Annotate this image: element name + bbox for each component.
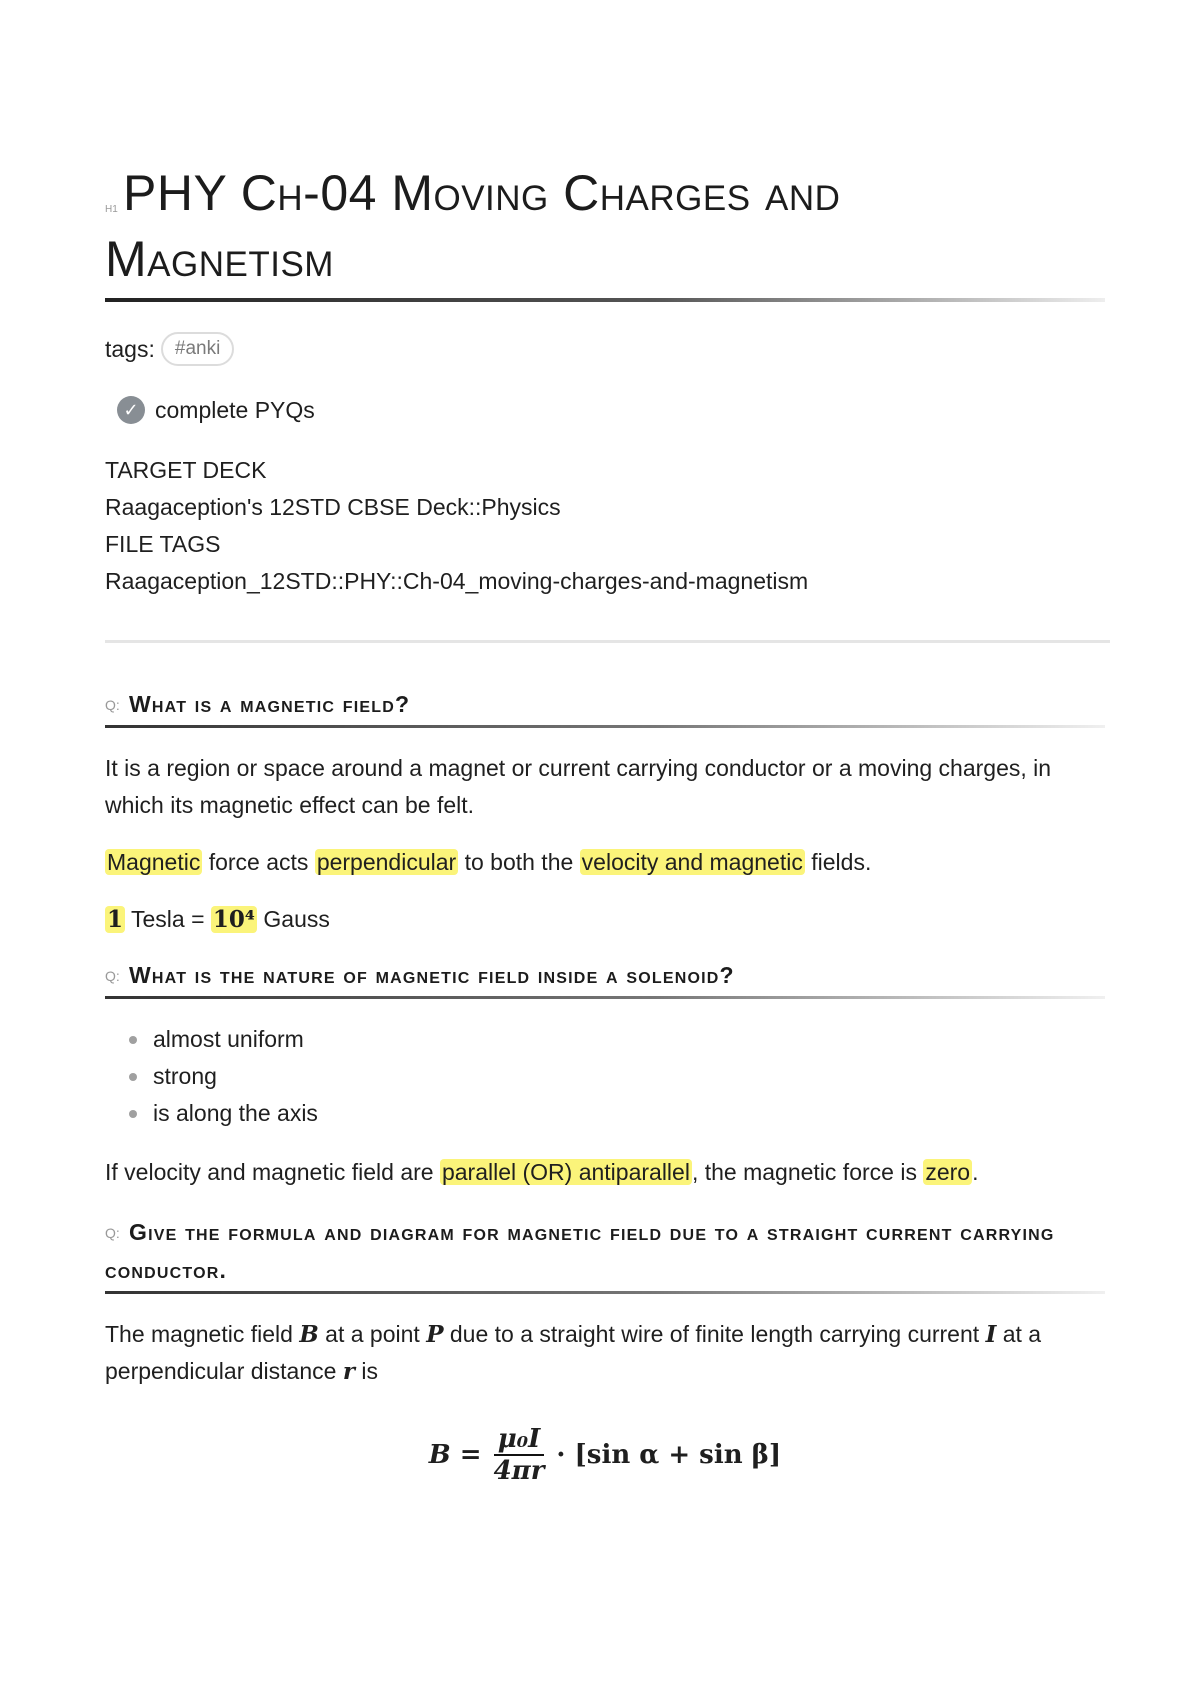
- text: If velocity and magnetic field are: [105, 1159, 440, 1185]
- question-underline: [105, 996, 1105, 999]
- parallel-paragraph: [105, 1154, 1105, 1191]
- text: at a perpendicular distance: [105, 1321, 1042, 1384]
- list-item: is along the axis: [153, 1095, 1105, 1132]
- question-title: What is a magnetic field?: [129, 691, 411, 717]
- heading-level-tag: H1: [105, 204, 118, 215]
- target-deck-value: Raagaception's 12STD CBSE Deck::Physics: [105, 494, 561, 520]
- text: , the magnetic force is: [691, 1159, 924, 1185]
- tags-row: [105, 332, 1105, 366]
- formula-fraction: [490, 1424, 549, 1486]
- highlight: Magnetic: [107, 849, 201, 875]
- tags-label: tags:: [105, 335, 155, 362]
- list-item: strong: [153, 1058, 1105, 1095]
- task-label: complete PYQs: [155, 396, 315, 423]
- bullet-list: [105, 1021, 1105, 1132]
- formula-denominator: 4πr: [493, 1456, 545, 1486]
- question-heading-2: [105, 956, 1105, 999]
- tesla-gauss-paragraph: [105, 901, 1105, 938]
- page-heading: [105, 160, 1105, 302]
- question-title: Give the formula and diagram for magnetic field due to a straight current carrying conductor.: [105, 1219, 1055, 1283]
- text: Gauss: [257, 906, 330, 932]
- text: due to a straight wire of finite length carrying current: [443, 1321, 986, 1347]
- formula-numerator: μ₀I: [494, 1424, 545, 1456]
- question-tag: Q:: [105, 968, 120, 984]
- task-item[interactable]: [117, 396, 1105, 424]
- text: at a point: [318, 1321, 427, 1347]
- question-underline: [105, 1291, 1105, 1294]
- question-title: What is the nature of magnetic field inside a solenoid?: [129, 962, 735, 988]
- heading-underline: [105, 298, 1105, 302]
- highlight: zero: [925, 1159, 971, 1185]
- text: .: [972, 1159, 979, 1185]
- text: force acts: [202, 849, 315, 875]
- question-heading-1: [105, 685, 1105, 728]
- checkmark-icon[interactable]: ✓: [117, 396, 145, 424]
- formula-intro-paragraph: [105, 1316, 1105, 1390]
- file-tags-value: Raagaception_12STD::PHY::Ch-04_moving-charges-and-magnetism: [105, 568, 809, 594]
- note-content: [105, 160, 1105, 1486]
- highlight: 1: [107, 906, 124, 933]
- page-title-line1: PHY Ch-04 Moving Charges and: [123, 165, 841, 221]
- answer-paragraph: It is a region or space around a magnet or current carrying conductor or a moving charges, in which its magnetic effect can be felt.: [105, 755, 1052, 818]
- force-paragraph: [105, 844, 1105, 881]
- text: to both the: [458, 849, 580, 875]
- tag-pill-anki[interactable]: #anki: [161, 332, 234, 366]
- deck-metadata: [105, 452, 1105, 600]
- page-title-line2: Magnetism: [105, 231, 334, 287]
- math-symbol: B: [299, 1321, 319, 1348]
- text: fields.: [804, 849, 872, 875]
- magnetic-field-formula: [105, 1424, 1105, 1486]
- question-underline: [105, 725, 1105, 728]
- highlight: velocity and magnetic: [581, 849, 803, 875]
- math-symbol: I: [985, 1321, 997, 1348]
- question-heading-3: [105, 1213, 1105, 1294]
- text: is: [354, 1358, 378, 1384]
- math-symbol: P: [426, 1321, 444, 1348]
- formula-lhs: B =: [428, 1440, 482, 1470]
- list-item: almost uniform: [153, 1021, 1105, 1058]
- highlight: perpendicular: [316, 849, 457, 875]
- target-deck-label: TARGET DECK: [105, 457, 267, 483]
- divider: [105, 640, 1110, 643]
- math-symbol: r: [342, 1358, 355, 1385]
- question-tag: Q:: [105, 1225, 120, 1241]
- highlight: 10⁴: [212, 906, 255, 933]
- text: Tesla =: [125, 906, 211, 932]
- formula-rhs: · [sin α + sin β]: [556, 1440, 782, 1470]
- file-tags-label: FILE TAGS: [105, 531, 221, 557]
- text: The magnetic field: [105, 1321, 300, 1347]
- page-title: [105, 160, 1105, 292]
- highlight: parallel (OR) antiparallel: [441, 1159, 690, 1185]
- question-tag: Q:: [105, 697, 120, 713]
